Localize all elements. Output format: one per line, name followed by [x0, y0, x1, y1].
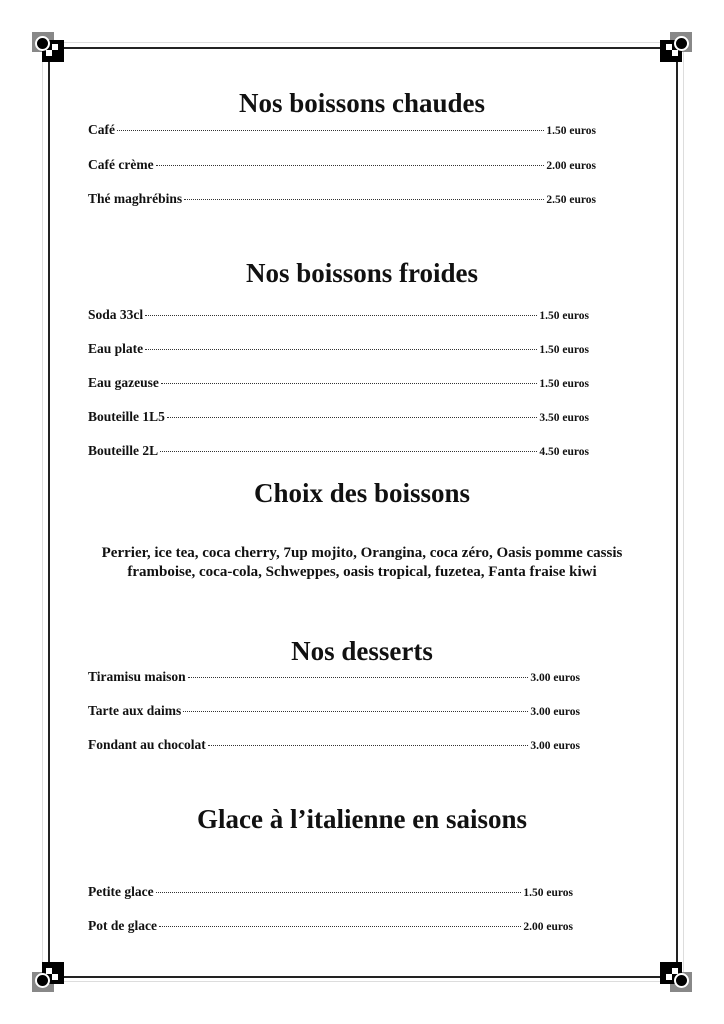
item-price: 3.50 euros	[539, 412, 589, 424]
corner-ornament-icon	[32, 32, 66, 66]
item-name: Thé maghrébins	[88, 191, 183, 206]
corner-ornament-icon	[658, 958, 692, 992]
item-name: Bouteille 2L	[88, 443, 159, 458]
item-price: 1.50 euros	[546, 125, 596, 137]
item-name: Fondant au chocolat	[88, 737, 206, 752]
menu-item	[88, 191, 596, 207]
item-name: Tarte aux daims	[88, 703, 182, 718]
item-price: 1.50 euros	[539, 344, 589, 356]
item-price: 1.50 euros	[523, 887, 573, 899]
section-title-cold-drinks: Nos boissons froides	[245, 258, 479, 288]
item-price: 1.50 euros	[539, 310, 589, 322]
section-title-ice-cream: Glace à l’italienne en saisons	[197, 804, 527, 834]
section-title-desserts: Nos desserts	[291, 636, 433, 666]
item-price: 1.50 euros	[539, 378, 589, 390]
item-price: 3.00 euros	[530, 672, 580, 684]
menu-item	[88, 122, 596, 138]
menu-item	[88, 918, 573, 934]
menu-item	[88, 341, 589, 357]
drink-choice-list: Perrier, ice tea, coca cherry, 7up mojito, Orangina, coca zéro, Oasis pomme cassis framboise, coca-cola, Schweppes, oasis tropical, fuzetea, Fanta fraise kiwi	[101, 545, 623, 580]
item-name: Petite glace	[88, 884, 154, 899]
item-price: 2.00 euros	[546, 160, 596, 172]
menu-item	[88, 443, 589, 459]
page-border	[48, 47, 678, 978]
item-name: Tiramisu maison	[88, 669, 186, 684]
menu-item	[88, 307, 589, 323]
corner-ornament-icon	[32, 958, 66, 992]
menu-item	[88, 669, 580, 685]
item-name: Eau plate	[88, 341, 144, 356]
menu-item	[88, 409, 589, 425]
menu-item	[88, 157, 596, 173]
item-price: 3.00 euros	[530, 740, 580, 752]
item-price: 2.50 euros	[546, 194, 596, 206]
item-price: 2.00 euros	[523, 921, 573, 933]
item-name: Bouteille 1L5	[88, 409, 165, 424]
menu-item	[88, 703, 580, 719]
menu-item	[88, 884, 573, 900]
menu-item	[88, 737, 580, 753]
item-price: 4.50 euros	[539, 446, 589, 458]
item-price: 3.00 euros	[530, 706, 580, 718]
menu-item	[88, 375, 589, 391]
item-name: Soda 33cl	[88, 307, 144, 322]
item-name: Eau gazeuse	[88, 375, 159, 390]
section-title-hot-drinks: Nos boissons chaudes	[238, 88, 486, 118]
section-title-drink-choice: Choix des boissons	[253, 478, 471, 508]
item-name: Café crème	[88, 157, 154, 172]
item-name: Café	[88, 122, 115, 137]
item-name: Pot de glace	[88, 918, 157, 933]
corner-ornament-icon	[658, 32, 692, 66]
